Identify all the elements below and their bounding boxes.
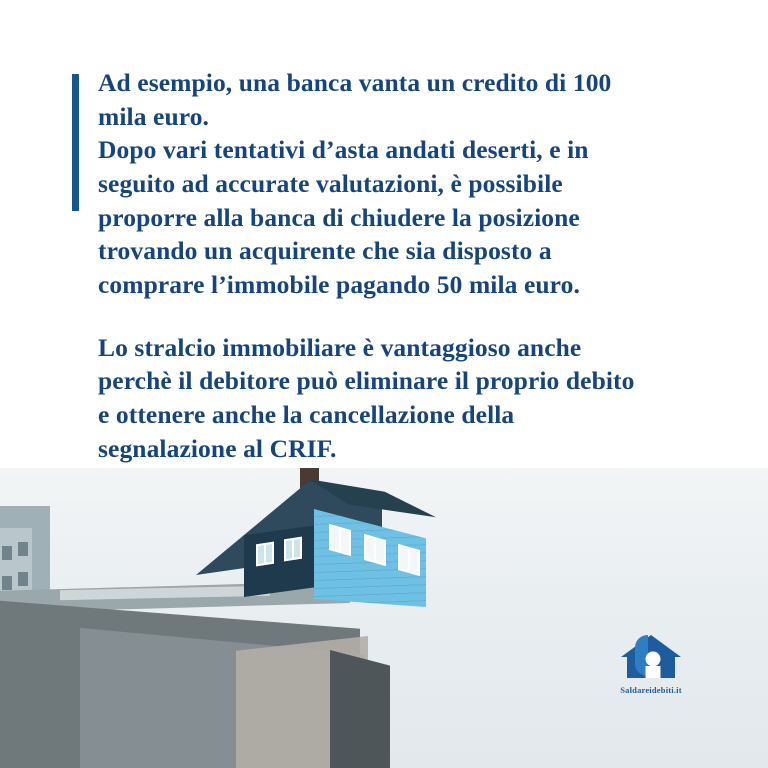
paragraph-line: Lo stralcio immobiliare è vantaggioso anche	[98, 332, 582, 362]
blue-house	[196, 468, 446, 613]
background-window	[18, 542, 28, 556]
paragraph-line: segnalazione al CRIF.	[98, 433, 337, 463]
site-logo[interactable]	[608, 632, 694, 695]
paragraph-line: Dopo vari tentativi d’asta andati deserti, e in	[98, 135, 589, 165]
paragraph-line: Ad esempio, una banca vanta un credito di 100	[98, 68, 612, 97]
logo-text: Saldareidebiti.it	[620, 685, 682, 695]
house-on-concrete-ledge-photo	[0, 468, 768, 768]
paragraph-line: mila euro.	[98, 101, 210, 131]
paragraph-line: comprare l’immobile pagando 50 mila euro.	[98, 269, 580, 299]
paragraph-line: seguito ad accurate valutazioni, è possibile	[98, 168, 563, 198]
paragraph-line: perchè il debitore può eliminare il proprio debito	[98, 366, 635, 396]
paragraph-spacer	[98, 302, 712, 331]
paragraph-group	[98, 66, 712, 465]
accent-bar	[72, 74, 79, 211]
background-window	[18, 572, 28, 586]
paragraph-line: e ottenere anche la cancellazione della	[98, 399, 515, 429]
background-window	[2, 546, 12, 560]
house-window	[284, 537, 302, 562]
concrete-dark-face	[330, 650, 390, 768]
background-window	[2, 576, 12, 590]
house-window	[256, 542, 274, 567]
paragraph-line: proporre alla banca di chiudere la posizione	[98, 202, 580, 232]
text-block	[72, 66, 712, 465]
house-logo-icon	[615, 632, 687, 682]
paragraph-line: trovando un acquirente che sia disposto a	[98, 236, 552, 266]
